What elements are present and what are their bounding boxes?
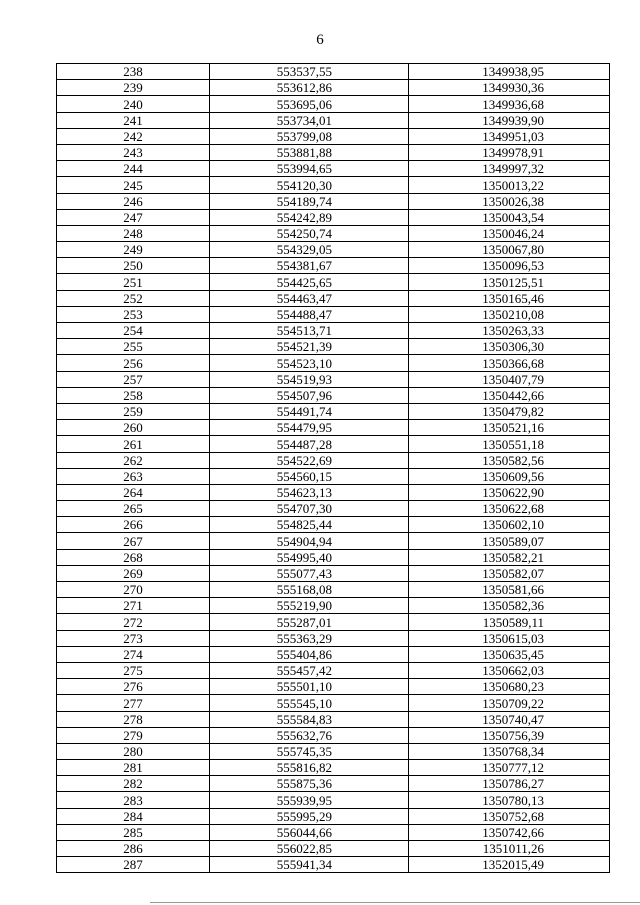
point-number-cell: 277 — [57, 695, 210, 711]
y-coordinate-cell: 1349951,03 — [409, 128, 610, 144]
table-row — [57, 841, 610, 857]
y-coordinate-cell: 1350740,47 — [409, 711, 610, 727]
table-row — [57, 743, 610, 759]
x-coordinate-cell: 555875,36 — [210, 776, 409, 792]
x-coordinate-cell: 554995,40 — [210, 549, 409, 565]
y-coordinate-cell: 1350752,68 — [409, 808, 610, 824]
point-number-cell: 275 — [57, 662, 210, 678]
x-coordinate-cell: 554507,96 — [210, 387, 409, 403]
x-coordinate-cell: 554479,95 — [210, 420, 409, 436]
x-coordinate-cell: 555077,43 — [210, 565, 409, 581]
table-row — [57, 501, 610, 517]
point-number-cell: 270 — [57, 582, 210, 598]
table-row — [57, 112, 610, 128]
x-coordinate-cell: 554825,44 — [210, 517, 409, 533]
y-coordinate-cell: 1350026,38 — [409, 193, 610, 209]
y-coordinate-cell: 1350582,56 — [409, 452, 610, 468]
y-coordinate-cell: 1350306,30 — [409, 339, 610, 355]
y-coordinate-cell: 1349930,36 — [409, 80, 610, 96]
y-coordinate-cell: 1349936,68 — [409, 96, 610, 112]
point-number-cell: 268 — [57, 549, 210, 565]
point-number-cell: 267 — [57, 533, 210, 549]
point-number-cell: 248 — [57, 225, 210, 241]
y-coordinate-cell: 1349939,90 — [409, 112, 610, 128]
x-coordinate-cell: 555584,83 — [210, 711, 409, 727]
table-row — [57, 290, 610, 306]
y-coordinate-cell: 1350780,13 — [409, 792, 610, 808]
table-row — [57, 420, 610, 436]
x-coordinate-cell: 554189,74 — [210, 193, 409, 209]
point-number-cell: 280 — [57, 743, 210, 759]
table-row — [57, 776, 610, 792]
coordinates-table-body — [57, 64, 610, 873]
y-coordinate-cell: 1350165,46 — [409, 290, 610, 306]
y-coordinate-cell: 1350622,68 — [409, 501, 610, 517]
table-row — [57, 355, 610, 371]
coordinates-table — [56, 63, 610, 873]
table-row — [57, 225, 610, 241]
point-number-cell: 262 — [57, 452, 210, 468]
table-row — [57, 808, 610, 824]
point-number-cell: 247 — [57, 209, 210, 225]
x-coordinate-cell: 555219,90 — [210, 598, 409, 614]
point-number-cell: 249 — [57, 242, 210, 258]
point-number-cell: 244 — [57, 161, 210, 177]
y-coordinate-cell: 1350756,39 — [409, 727, 610, 743]
point-number-cell: 240 — [57, 96, 210, 112]
x-coordinate-cell: 553994,65 — [210, 161, 409, 177]
table-row — [57, 598, 610, 614]
y-coordinate-cell: 1350709,22 — [409, 695, 610, 711]
table-row — [57, 403, 610, 419]
y-coordinate-cell: 1352015,49 — [409, 857, 610, 873]
table-row — [57, 274, 610, 290]
table-row — [57, 80, 610, 96]
point-number-cell: 246 — [57, 193, 210, 209]
x-coordinate-cell: 554513,71 — [210, 323, 409, 339]
x-coordinate-cell: 554904,94 — [210, 533, 409, 549]
point-number-cell: 250 — [57, 258, 210, 274]
x-coordinate-cell: 554425,65 — [210, 274, 409, 290]
x-coordinate-cell: 555745,35 — [210, 743, 409, 759]
y-coordinate-cell: 1350589,11 — [409, 614, 610, 630]
table-row — [57, 824, 610, 840]
point-number-cell: 261 — [57, 436, 210, 452]
x-coordinate-cell: 553881,88 — [210, 144, 409, 160]
x-coordinate-cell: 555404,86 — [210, 646, 409, 662]
page-number: 6 — [316, 32, 324, 48]
point-number-cell: 287 — [57, 857, 210, 873]
point-number-cell: 245 — [57, 177, 210, 193]
point-number-cell: 276 — [57, 679, 210, 695]
table-row — [57, 549, 610, 565]
x-coordinate-cell: 555363,29 — [210, 630, 409, 646]
x-coordinate-cell: 555995,29 — [210, 808, 409, 824]
point-number-cell: 255 — [57, 339, 210, 355]
y-coordinate-cell: 1350742,66 — [409, 824, 610, 840]
x-coordinate-cell: 555939,95 — [210, 792, 409, 808]
table-row — [57, 711, 610, 727]
table-row — [57, 468, 610, 484]
y-coordinate-cell: 1350043,54 — [409, 209, 610, 225]
table-row — [57, 614, 610, 630]
x-coordinate-cell: 554487,28 — [210, 436, 409, 452]
x-coordinate-cell: 553734,01 — [210, 112, 409, 128]
x-coordinate-cell: 554329,05 — [210, 242, 409, 258]
x-coordinate-cell: 555501,10 — [210, 679, 409, 695]
table-row — [57, 857, 610, 873]
table-row — [57, 436, 610, 452]
x-coordinate-cell: 554491,74 — [210, 403, 409, 419]
x-coordinate-cell: 555287,01 — [210, 614, 409, 630]
table-row — [57, 193, 610, 209]
point-number-cell: 274 — [57, 646, 210, 662]
y-coordinate-cell: 1350582,21 — [409, 549, 610, 565]
point-number-cell: 258 — [57, 387, 210, 403]
table-row — [57, 96, 610, 112]
table-row — [57, 727, 610, 743]
table-row — [57, 646, 610, 662]
x-coordinate-cell: 555816,82 — [210, 760, 409, 776]
y-coordinate-cell: 1350046,24 — [409, 225, 610, 241]
y-coordinate-cell: 1350622,90 — [409, 484, 610, 500]
point-number-cell: 272 — [57, 614, 210, 630]
table-row — [57, 452, 610, 468]
x-coordinate-cell: 555545,10 — [210, 695, 409, 711]
x-coordinate-cell: 555457,42 — [210, 662, 409, 678]
table-row — [57, 339, 610, 355]
y-coordinate-cell: 1350210,08 — [409, 306, 610, 322]
point-number-cell: 254 — [57, 323, 210, 339]
y-coordinate-cell: 1350777,12 — [409, 760, 610, 776]
table-row — [57, 582, 610, 598]
y-coordinate-cell: 1350263,33 — [409, 323, 610, 339]
point-number-cell: 241 — [57, 112, 210, 128]
y-coordinate-cell: 1350551,18 — [409, 436, 610, 452]
point-number-cell: 260 — [57, 420, 210, 436]
y-coordinate-cell: 1350366,68 — [409, 355, 610, 371]
y-coordinate-cell: 1350786,27 — [409, 776, 610, 792]
y-coordinate-cell: 1350589,07 — [409, 533, 610, 549]
table-row — [57, 323, 610, 339]
table-row — [57, 371, 610, 387]
x-coordinate-cell: 553537,55 — [210, 64, 409, 80]
table-row — [57, 387, 610, 403]
bottom-divider — [150, 902, 640, 903]
table-row — [57, 258, 610, 274]
x-coordinate-cell: 555168,08 — [210, 582, 409, 598]
point-number-cell: 257 — [57, 371, 210, 387]
table-row — [57, 209, 610, 225]
y-coordinate-cell: 1350635,45 — [409, 646, 610, 662]
point-number-cell: 251 — [57, 274, 210, 290]
point-number-cell: 238 — [57, 64, 210, 80]
table-row — [57, 64, 610, 80]
point-number-cell: 263 — [57, 468, 210, 484]
y-coordinate-cell: 1350125,51 — [409, 274, 610, 290]
x-coordinate-cell: 554488,47 — [210, 306, 409, 322]
y-coordinate-cell: 1349978,91 — [409, 144, 610, 160]
x-coordinate-cell: 553695,06 — [210, 96, 409, 112]
table-row — [57, 630, 610, 646]
table-row — [57, 177, 610, 193]
y-coordinate-cell: 1351011,26 — [409, 841, 610, 857]
point-number-cell: 242 — [57, 128, 210, 144]
x-coordinate-cell: 555632,76 — [210, 727, 409, 743]
y-coordinate-cell: 1350680,23 — [409, 679, 610, 695]
table-row — [57, 533, 610, 549]
y-coordinate-cell: 1350096,53 — [409, 258, 610, 274]
y-coordinate-cell: 1350615,03 — [409, 630, 610, 646]
y-coordinate-cell: 1350582,36 — [409, 598, 610, 614]
x-coordinate-cell: 556044,66 — [210, 824, 409, 840]
table-row — [57, 679, 610, 695]
y-coordinate-cell: 1350442,66 — [409, 387, 610, 403]
y-coordinate-cell: 1350768,34 — [409, 743, 610, 759]
table-row — [57, 695, 610, 711]
x-coordinate-cell: 553799,08 — [210, 128, 409, 144]
point-number-cell: 282 — [57, 776, 210, 792]
x-coordinate-cell: 554523,10 — [210, 355, 409, 371]
y-coordinate-cell: 1350582,07 — [409, 565, 610, 581]
table-row — [57, 242, 610, 258]
point-number-cell: 286 — [57, 841, 210, 857]
y-coordinate-cell: 1350407,79 — [409, 371, 610, 387]
y-coordinate-cell: 1350609,56 — [409, 468, 610, 484]
point-number-cell: 285 — [57, 824, 210, 840]
point-number-cell: 265 — [57, 501, 210, 517]
x-coordinate-cell: 554623,13 — [210, 484, 409, 500]
y-coordinate-cell: 1349938,95 — [409, 64, 610, 80]
point-number-cell: 253 — [57, 306, 210, 322]
y-coordinate-cell: 1350479,82 — [409, 403, 610, 419]
x-coordinate-cell: 555941,34 — [210, 857, 409, 873]
y-coordinate-cell: 1350067,80 — [409, 242, 610, 258]
point-number-cell: 252 — [57, 290, 210, 306]
x-coordinate-cell: 554519,93 — [210, 371, 409, 387]
table-row — [57, 306, 610, 322]
x-coordinate-cell: 554521,39 — [210, 339, 409, 355]
y-coordinate-cell: 1350521,16 — [409, 420, 610, 436]
x-coordinate-cell: 554522,69 — [210, 452, 409, 468]
x-coordinate-cell: 554463,47 — [210, 290, 409, 306]
table-row — [57, 128, 610, 144]
table-row — [57, 760, 610, 776]
point-number-cell: 259 — [57, 403, 210, 419]
point-number-cell: 273 — [57, 630, 210, 646]
point-number-cell: 283 — [57, 792, 210, 808]
table-row — [57, 517, 610, 533]
point-number-cell: 264 — [57, 484, 210, 500]
point-number-cell: 284 — [57, 808, 210, 824]
x-coordinate-cell: 554707,30 — [210, 501, 409, 517]
x-coordinate-cell: 553612,86 — [210, 80, 409, 96]
point-number-cell: 239 — [57, 80, 210, 96]
x-coordinate-cell: 554381,67 — [210, 258, 409, 274]
point-number-cell: 271 — [57, 598, 210, 614]
table-row — [57, 792, 610, 808]
y-coordinate-cell: 1350662,03 — [409, 662, 610, 678]
table-row — [57, 161, 610, 177]
point-number-cell: 278 — [57, 711, 210, 727]
point-number-cell: 266 — [57, 517, 210, 533]
x-coordinate-cell: 554120,30 — [210, 177, 409, 193]
x-coordinate-cell: 554560,15 — [210, 468, 409, 484]
table-row — [57, 662, 610, 678]
y-coordinate-cell: 1350581,66 — [409, 582, 610, 598]
point-number-cell: 256 — [57, 355, 210, 371]
y-coordinate-cell: 1350013,22 — [409, 177, 610, 193]
y-coordinate-cell: 1350602,10 — [409, 517, 610, 533]
x-coordinate-cell: 554242,89 — [210, 209, 409, 225]
table-row — [57, 484, 610, 500]
y-coordinate-cell: 1349997,32 — [409, 161, 610, 177]
point-number-cell: 281 — [57, 760, 210, 776]
point-number-cell: 243 — [57, 144, 210, 160]
point-number-cell: 269 — [57, 565, 210, 581]
table-row — [57, 144, 610, 160]
point-number-cell: 279 — [57, 727, 210, 743]
table-row — [57, 565, 610, 581]
x-coordinate-cell: 554250,74 — [210, 225, 409, 241]
x-coordinate-cell: 556022,85 — [210, 841, 409, 857]
